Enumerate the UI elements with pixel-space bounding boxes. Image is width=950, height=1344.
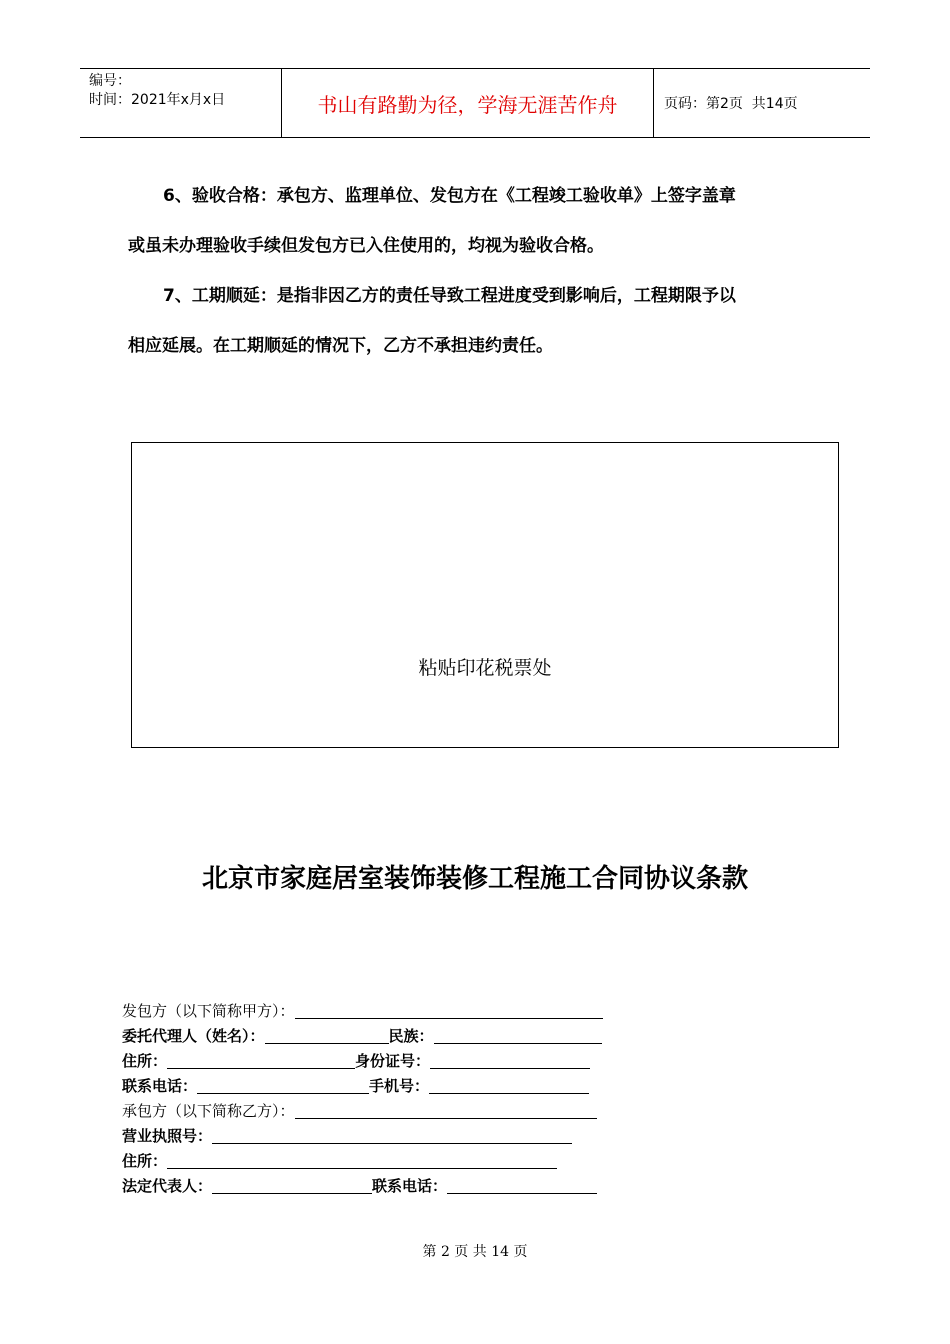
- clause-6-line-2: 或虽未办理验收手续但发包方已入住使用的，均视为验收合格。: [128, 236, 604, 256]
- form-row-contractor: [122, 1100, 597, 1122]
- agent-label: 委托代理人（姓名）：: [122, 1027, 265, 1045]
- phone-label: 联系电话：: [122, 1077, 198, 1095]
- header-meta: [80, 69, 282, 137]
- form-row-legal-rep: [122, 1175, 597, 1197]
- address2-field[interactable]: [167, 1152, 557, 1169]
- ethnicity-field[interactable]: [434, 1027, 602, 1044]
- license-field[interactable]: [212, 1127, 572, 1144]
- address-field[interactable]: [167, 1052, 355, 1069]
- address-label: 住所：: [122, 1052, 168, 1070]
- clause-6-line-1: 6、验收合格：承包方、监理单位、发包方在《工程竣工验收单》上签字盖章: [163, 186, 736, 206]
- page-header: [80, 68, 870, 138]
- legal-rep-field[interactable]: [212, 1177, 372, 1194]
- header-page-info: [654, 69, 870, 137]
- contractor-label: 承包方（以下简称乙方）：: [122, 1102, 295, 1120]
- page-footer: 第 2 页 共 14 页: [422, 1244, 528, 1260]
- agent-field[interactable]: [265, 1027, 389, 1044]
- clause-7-line-1: 7、工期顺延：是指非因乙方的责任导致工程进度受到影响后，工程期限予以: [163, 286, 736, 306]
- form-row-license: [122, 1125, 572, 1147]
- mobile-label: 手机号：: [369, 1077, 430, 1095]
- clause-7-line-2: 相应延展。在工期顺延的情况下，乙方不承担违约责任。: [128, 336, 553, 356]
- phone2-field[interactable]: [447, 1177, 597, 1194]
- contractor-field[interactable]: [295, 1102, 597, 1119]
- phone2-label: 联系电话：: [372, 1177, 448, 1195]
- id-number-label: 身份证号：: [355, 1052, 431, 1070]
- time-label: 时间：2021年x月x日: [89, 92, 226, 108]
- tax-stamp-box: [131, 442, 839, 748]
- form-row-agent: [122, 1025, 602, 1047]
- form-row-phone-mobile: [122, 1075, 589, 1097]
- client-field[interactable]: [295, 1002, 603, 1019]
- client-label: 发包方（以下简称甲方）：: [122, 1002, 295, 1020]
- form-row-address2: [122, 1150, 557, 1172]
- form-row-client: [122, 1000, 603, 1022]
- form-row-address-id: [122, 1050, 590, 1072]
- page-label: 页码：第2页 共14页: [664, 96, 798, 112]
- license-label: 营业执照号：: [122, 1127, 213, 1145]
- contract-title: 北京市家庭居室装饰装修工程施工合同协议条款: [201, 864, 748, 894]
- address2-label: 住所：: [122, 1152, 168, 1170]
- header-motto: 书山有路勤为径，学海无涯苦作舟: [282, 69, 654, 137]
- tax-stamp-label: 粘贴印花税票处: [418, 657, 552, 679]
- id-number-field[interactable]: [430, 1052, 590, 1069]
- mobile-field[interactable]: [429, 1077, 589, 1094]
- legal-rep-label: 法定代表人：: [122, 1177, 213, 1195]
- ethnicity-label: 民族：: [388, 1027, 434, 1045]
- phone-field[interactable]: [197, 1077, 369, 1094]
- number-label: 编号：: [89, 73, 131, 89]
